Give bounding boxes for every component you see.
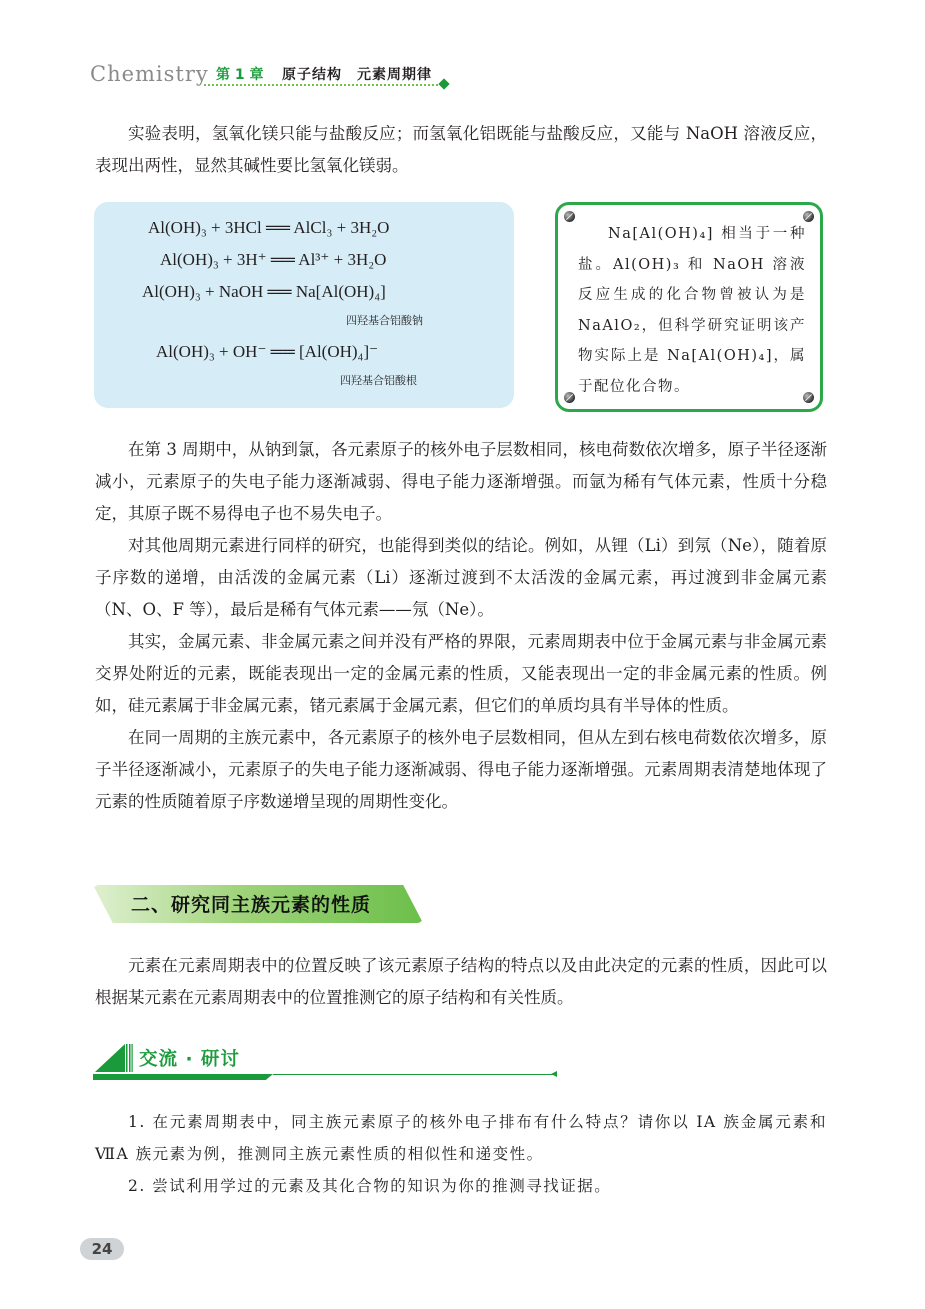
- chapter-number: 第 1 章: [216, 67, 264, 83]
- question-item: 1. 在元素周期表中，同主族元素原子的核外电子排布有什么特点？请你以 IA 族金属元素和ⅦA 族元素为例，推测同主族元素性质的相似性和递变性。: [95, 1113, 827, 1163]
- body-text: [95, 434, 827, 818]
- note-text: Na[Al(OH)₄] 相当于一种盐。Al(OH)₃ 和 NaOH 溶液反应生成的化合物曾被认为是 NaAlO₂，但科学研究证明该产物实际上是 Na[Al(OH)₄]，属于配位化合物。: [578, 226, 806, 395]
- chapter-title: 原子结构 元素周期律: [282, 67, 432, 83]
- equation-3-label: 四羟基合铝酸钠: [346, 314, 423, 327]
- page-number-badge: [80, 1238, 124, 1260]
- question-list: [95, 1106, 827, 1202]
- paragraph: 在同一周期的主族元素中，各元素原子的核外电子层数相同，但从左到右核电荷数依次增多，原子半径逐渐减小，元素原子的失电子能力逐渐减弱、得电子能力逐渐增强。元素周期表清楚地体现了元素的性质随着原子序数递增呈现的周期性变化。: [95, 728, 827, 811]
- stripes-icon: [95, 1044, 133, 1072]
- discussion-title: 交流 · 研讨: [139, 1049, 240, 1070]
- section-title: 二、研究同主族元素的性质: [131, 894, 372, 916]
- equation-2: Al(OH)₃ + 3H⁺ ══ Al³⁺ + 3H₂O: [160, 250, 387, 269]
- paragraph: 实验表明，氢氧化镁只能与盐酸反应；而氢氧化铝既能与盐酸反应，又能与 NaOH 溶液反应，表现出两性，显然其碱性要比氢氧化镁弱。: [95, 124, 827, 175]
- heading-bar: [93, 1074, 273, 1080]
- arrow-icon: [551, 1071, 557, 1077]
- equation-3: Al(OH)₃ + NaOH ══ Na[Al(OH)₄]: [142, 282, 386, 301]
- heading-rule: [273, 1074, 555, 1075]
- question-item: 2. 尝试利用学过的元素及其化合物的知识为你的推测寻找证据。: [128, 1177, 612, 1195]
- equation-1: Al(OH)₃ + 3HCl ══ AlCl₃ + 3H₂O: [148, 218, 390, 237]
- section-text: [95, 950, 827, 1014]
- section-heading: [93, 885, 423, 923]
- paragraph: 对其他周期元素进行同样的研究，也能得到类似的结论。例如，从锂（Li）到氖（Ne），随着原子序数的递增，由活泼的金属元素（Li）逐渐过渡到不太活泼的金属元素，再过渡到非金属元素（N、O、F 等），最后是稀有气体元素——氖（Ne）。: [95, 536, 827, 619]
- paragraph: 其实，金属元素、非金属元素之间并没有严格的界限，元素周期表中位于金属元素与非金属元素交界处附近的元素，既能表现出一定的金属元素的性质，又能表现出一定的非金属元素的性质。例如，硅元素属于非金属元素，锗元素属于金属元素，但它们的单质均具有半导体的性质。: [95, 632, 827, 715]
- paragraph: 在第 3 周期中，从钠到氯，各元素原子的核外电子层数相同，核电荷数依次增多，原子半径逐渐减小，元素原子的失电子能力逐渐减弱、得电子能力逐渐增强。而氩为稀有气体元素，性质十分稳定，其原子既不易得电子也不易失电子。: [95, 440, 827, 523]
- screw-icon: [564, 392, 575, 403]
- subject-label: Chemistry: [90, 62, 209, 86]
- discussion-heading: [93, 1040, 563, 1082]
- running-header: [90, 58, 450, 90]
- side-note-box: [555, 202, 823, 412]
- paragraph: 元素在元素周期表中的位置反映了该元素原子结构的特点以及由此决定的元素的性质，因此可以根据某元素在元素周期表中的位置推测它的原子结构和有关性质。: [95, 956, 827, 1007]
- screw-icon: [564, 211, 575, 222]
- page-number: 24: [91, 1240, 113, 1258]
- equation-box: [94, 202, 514, 408]
- intro-text: [95, 118, 827, 182]
- equation-4: Al(OH)₃ + OH⁻ ══ [Al(OH)₄]⁻: [156, 342, 379, 361]
- header-dotted-line: [204, 84, 442, 86]
- equation-4-label: 四羟基合铝酸根: [340, 374, 417, 387]
- header-diamond-icon: [438, 78, 449, 89]
